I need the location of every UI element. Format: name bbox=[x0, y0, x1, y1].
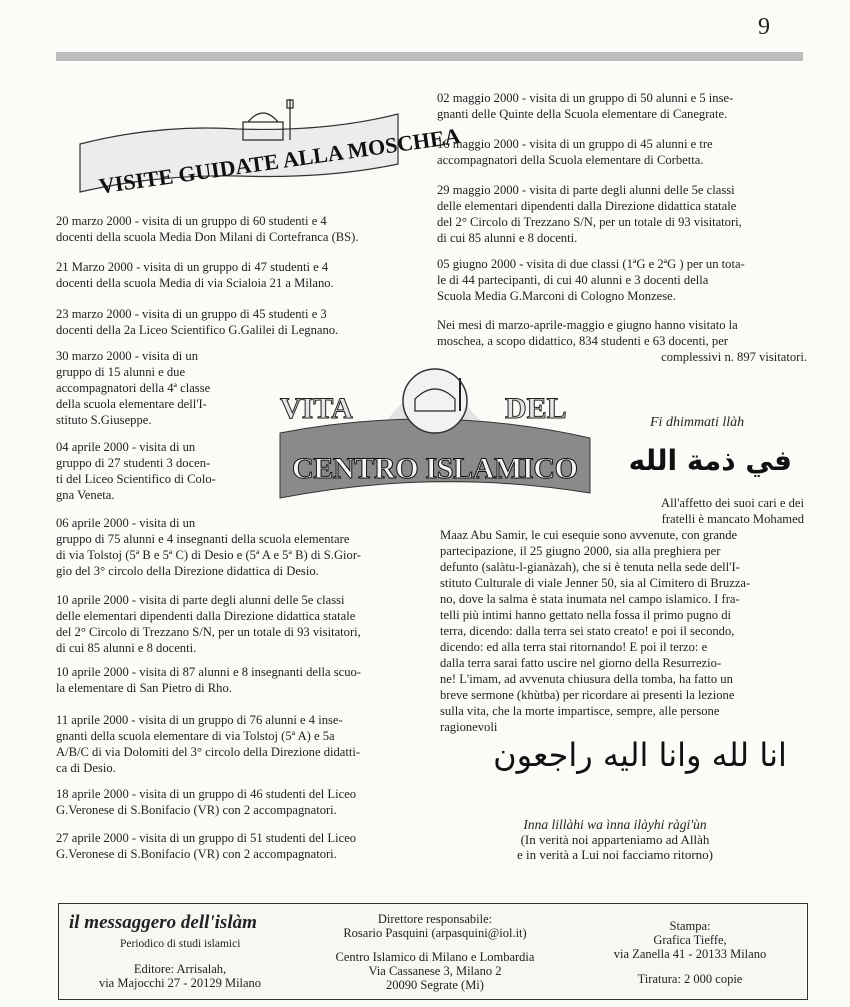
obituary-line: stituto Culturale di viale Jenner 50, sia al Cimitero di Bruzza- bbox=[440, 576, 751, 590]
header-bar bbox=[56, 52, 803, 61]
visit-entry-line: 11 aprile 2000 - visita di un gruppo di 76 alunni e 4 inse- bbox=[56, 713, 343, 727]
visit-entry-line: 21 Marzo 2000 - visita di un gruppo di 47 studenti e 4 bbox=[56, 260, 329, 274]
obituary-line: dalla terra sarai fatto uscire nel giorno della Resurrezio- bbox=[440, 656, 722, 670]
visit-entry-line: le di 44 partecipanti, di cui 40 alunni e 3 docenti della bbox=[437, 273, 709, 287]
obituary-arabic-title: في ذمة الله bbox=[628, 444, 792, 477]
visit-entry-line: 05 giugno 2000 - visita di due classi (1ªG e 2ªG ) per un tota- bbox=[437, 257, 745, 271]
visit-entry-line: A/B/C di via Dolomiti del 3° circolo della Direzione didatti- bbox=[56, 745, 361, 759]
obituary-line: dicendo: ed alla terra stai ritornando! E poi il terzo: e bbox=[440, 640, 708, 654]
visit-entry-line: gnanti delle Quinte della Scuola elementare di Canegrate. bbox=[437, 107, 728, 121]
visit-entry-line: Nei mesi di marzo-aprile-maggio e giugno hanno visitato la bbox=[437, 318, 738, 332]
visit-entry-line: gruppo di 75 alunni e 4 insegnanti della scuola elementare bbox=[56, 532, 350, 546]
stampa-line-3: via Zanella 41 - 20133 Milano bbox=[613, 947, 767, 961]
obituary-line: partecipazione, il 25 giugno 2000, sia alla preghiera per bbox=[440, 544, 721, 558]
visit-entry-line: gruppo di 27 studenti 3 docen- bbox=[56, 456, 211, 470]
visit-entry-line: 18 aprile 2000 - visita di un gruppo di 46 studenti del Liceo bbox=[56, 787, 357, 801]
visit-entry-line: 04 aprile 2000 - visita di un bbox=[56, 440, 196, 454]
editore-line-2: via Majocchi 27 - 20129 Milano bbox=[98, 976, 262, 990]
centro-line-3: 20090 Segrate (Mi) bbox=[386, 978, 484, 992]
direttore-line-2: Rosario Pasquini (arpasquini@iol.it) bbox=[343, 926, 527, 940]
visit-entry-line: delle elementari dipendenti dalla Direzione didattica statale bbox=[437, 199, 737, 213]
obituary-line: Maaz Abu Samir, le cui esequie sono avvenute, con grande bbox=[440, 528, 738, 542]
visit-entry-line: della scuola elementare dell'I- bbox=[56, 397, 207, 411]
visit-entry bbox=[56, 664, 396, 696]
obituary-line: no, dove la salma è stata inumata nel campo islamico. I fra- bbox=[440, 592, 740, 606]
masthead-title: il messaggero dell'islàm bbox=[69, 912, 257, 933]
visite-guidate-banner bbox=[78, 94, 462, 199]
visit-entry bbox=[56, 306, 396, 338]
visit-entry bbox=[437, 256, 807, 304]
visit-entry-line: delle elementari dipendenti dalla Direzione didattica statale bbox=[56, 609, 356, 623]
page-number: 9 bbox=[758, 14, 770, 40]
verse-translation bbox=[440, 832, 790, 862]
translation-line-1: (In verità noi apparteniamo ad Allàh bbox=[520, 832, 710, 847]
obituary-line: defunto (salàtu-l-gianàzah), che si è tenuta nella sede dell'I- bbox=[440, 560, 740, 574]
visit-entry-line: ti del Liceo Scientifico di Colo- bbox=[56, 472, 216, 486]
visit-entry-line: di via Tolstoj (5ª B e 5ª C) di Desio e (5ª A e 5ª B) di S.Gior- bbox=[56, 548, 361, 562]
arabic-verse: انا لله وانا اليه راجعون bbox=[493, 736, 787, 774]
masthead-stampa bbox=[590, 919, 790, 961]
visit-entry-line: 27 aprile 2000 - visita di un gruppo di 51 studenti del Liceo bbox=[56, 831, 357, 845]
obituary-line: telli più intimi hanno gettato nella fossa il primo pugno di bbox=[440, 608, 732, 622]
visit-entry-line: gnanti della scuola elementare di via Tolstoj (5ª A) e 5a bbox=[56, 729, 335, 743]
visit-entry-line: 10 aprile 2000 - visita di 87 alunni e 8 insegnanti della scuo- bbox=[56, 665, 361, 679]
visit-entry bbox=[56, 515, 396, 579]
visit-entry-line: moschea, a scopo didattico, 834 studenti e 63 docenti, per bbox=[437, 334, 728, 348]
direttore-line-1: Direttore responsabile: bbox=[377, 912, 493, 926]
visit-entry-line: di cui 85 alunni e 8 docenti. bbox=[56, 641, 197, 655]
centro-logo-icon bbox=[403, 369, 467, 433]
masthead-centro bbox=[315, 950, 555, 992]
masthead-direttore bbox=[320, 912, 550, 940]
visit-entry bbox=[56, 592, 396, 656]
masthead-editore bbox=[80, 962, 280, 990]
visit-entry-line: 06 aprile 2000 - visita di un bbox=[56, 516, 196, 530]
masthead-subtitle: Periodico di studi islamici bbox=[120, 938, 241, 950]
obituary-line: breve sermone (khùtba) per ricordare ai presenti la lezione bbox=[440, 688, 735, 702]
visit-entry bbox=[437, 317, 807, 365]
visit-entry bbox=[437, 90, 807, 122]
centro-line-2: Via Cassanese 3, Milano 2 bbox=[368, 964, 502, 978]
stampa-line-1: Stampa: bbox=[669, 919, 711, 933]
visit-entry-line: gna Veneta. bbox=[56, 488, 115, 502]
obituary-line: All'affetto dei suoi cari e dei bbox=[661, 496, 804, 510]
obituary-line: terra, dicendo: dalla terra sei stato creato! e poi il secondo, bbox=[440, 624, 735, 638]
editore-line-1: Editore: Arrisalah, bbox=[133, 962, 227, 976]
obituary-line: fratelli è mancato Mohamed bbox=[661, 512, 804, 526]
visit-entry-line: accompagnatori della 4ª classe bbox=[56, 381, 211, 395]
visit-entry-line: 23 marzo 2000 - visita di un gruppo di 45 studenti e 3 bbox=[56, 307, 327, 321]
visit-entry bbox=[437, 136, 807, 168]
banner-word-vita: VITA bbox=[280, 392, 353, 425]
visite-guidate-title: VISITE GUIDATE ALLA MOSCHEA bbox=[97, 123, 462, 199]
visit-entry-line: del 2° Circolo di Trezzano S/N, per un totale di 93 visitatori, bbox=[437, 215, 742, 229]
visit-entry-line: 10 aprile 2000 - visita di parte degli alunni delle 5e classi bbox=[56, 593, 345, 607]
stampa-line-2: Grafica Tieffe, bbox=[653, 933, 727, 947]
visit-entry-line: 02 maggio 2000 - visita di un gruppo di 50 alunni e 5 inse- bbox=[437, 91, 734, 105]
visit-entry-line: G.Veronese di S.Bonifacio (VR) con 2 accompagnatori. bbox=[56, 847, 337, 861]
verse-transliteration: Inna lillàhi wa ìnna ilàyhi ràgi'ùn bbox=[523, 817, 707, 832]
visit-entry bbox=[56, 786, 396, 818]
visit-entry-line: 29 maggio 2000 - visita di parte degli alunni delle 5e classi bbox=[437, 183, 735, 197]
visit-entry-line: stituto S.Giuseppe. bbox=[56, 413, 152, 427]
masthead-tiratura: Tiratura: 2 000 copie bbox=[637, 972, 743, 986]
visit-entry-line: docenti della 2a Liceo Scientifico G.Galilei di Legnano. bbox=[56, 323, 339, 337]
visit-entry-line: docenti della scuola Media Don Milani di Cortefranca (BS). bbox=[56, 230, 359, 244]
visit-entry-line: G.Veronese di S.Bonifacio (VR) con 2 accompagnatori. bbox=[56, 803, 337, 817]
obituary-heading: Fi dhimmati llàh bbox=[650, 415, 745, 430]
visit-entry-line: complessivi n. 897 visitatori. bbox=[661, 350, 807, 364]
obituary-line: ne! L'imam, ad avvenuta chiusura della tomba, ha fatto un bbox=[440, 672, 733, 686]
visit-entry-line: del 2° Circolo di Trezzano S/N, per un totale di 93 visitatori, bbox=[56, 625, 361, 639]
visit-entry-line: la elementare di San Pietro di Rho. bbox=[56, 681, 232, 695]
visit-entry bbox=[56, 213, 396, 245]
visit-entry-line: gruppo di 15 alunni e due bbox=[56, 365, 186, 379]
visit-entry-line: 16 maggio 2000 - visita di un gruppo di 45 alunni e tre bbox=[437, 137, 713, 151]
visit-entry-line: Scuola Media G.Marconi di Cologno Monzese. bbox=[437, 289, 676, 303]
visit-entry bbox=[56, 830, 396, 862]
visit-entry-line: docenti della scuola Media di via Scialoia 21 a Milano. bbox=[56, 276, 334, 290]
vita-del-centro-islamico-banner bbox=[270, 363, 600, 513]
visit-entry bbox=[56, 712, 396, 776]
visit-entry-line: 30 marzo 2000 - visita di un bbox=[56, 349, 199, 363]
obituary-line: sulla vita, che la morte impartisce, sempre, alle persone bbox=[440, 704, 720, 718]
visit-entry bbox=[56, 259, 396, 291]
visit-entry bbox=[437, 182, 807, 246]
banner-word-del: DEL bbox=[505, 392, 567, 425]
centro-line-1: Centro Islamico di Milano e Lombardia bbox=[335, 950, 535, 964]
visit-entry-line: di cui 85 alunni e 8 docenti. bbox=[437, 231, 578, 245]
obituary-line: ragionevoli bbox=[440, 720, 498, 734]
visit-entry-line: accompagnatori della Scuola elementare di Corbetta. bbox=[437, 153, 704, 167]
visit-entry-line: 20 marzo 2000 - visita di un gruppo di 60 studenti e 4 bbox=[56, 214, 327, 228]
translation-line-2: e in verità a Lui noi facciamo ritorno) bbox=[516, 847, 713, 862]
banner-word-centro: CENTRO ISLAMICO bbox=[292, 452, 578, 485]
visit-entry-line: gio del 3° circolo della Direzione didattica di Desio. bbox=[56, 564, 319, 578]
visit-entry-line: ca di Desio. bbox=[56, 761, 116, 775]
